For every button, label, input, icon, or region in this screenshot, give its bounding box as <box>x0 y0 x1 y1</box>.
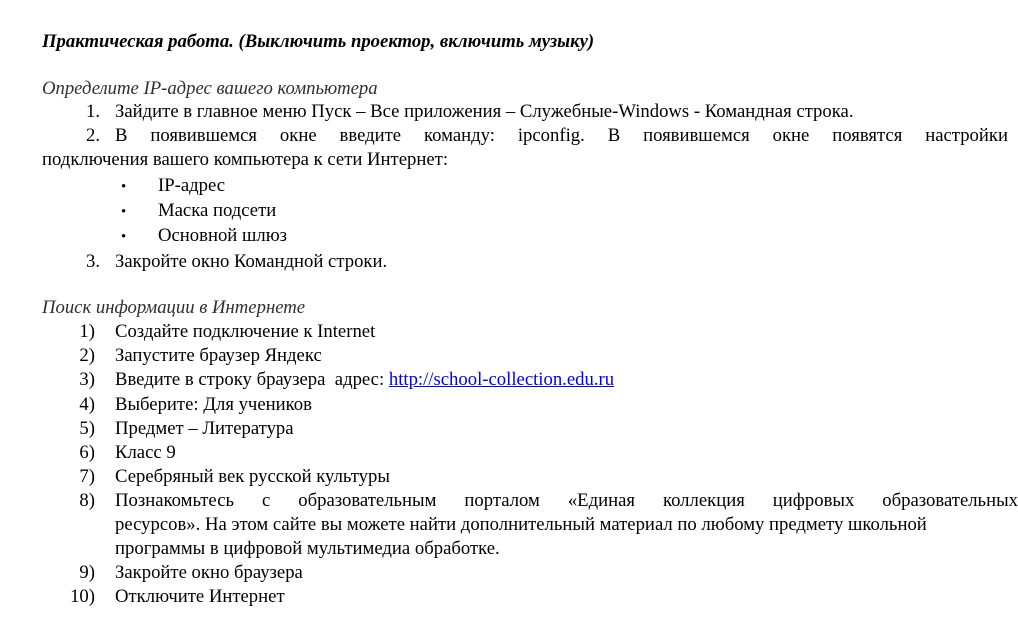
word: порталом <box>464 490 540 511</box>
list-number: 10) <box>70 586 95 607</box>
list-item: Серебряный век русской культуры <box>115 466 390 487</box>
list-number: 3) <box>79 369 95 390</box>
list-item: Закройте окно браузера <box>115 562 303 583</box>
bullet-icon: • <box>121 229 127 245</box>
list-number: 8) <box>79 490 95 511</box>
list-item: Создайте подключение к Internet <box>115 321 376 342</box>
list-item-continuation: ресурсов». На этом сайте вы можете найти дополнительный материал по любому предмету школьной <box>115 514 927 535</box>
step-number: 3. <box>85 251 100 272</box>
bullet-item: Маска подсети <box>158 200 277 221</box>
word: «Единая <box>567 490 635 511</box>
bullet-item: IP-адрес <box>158 175 226 196</box>
step-text-line-justified <box>115 127 1008 146</box>
list-number: 7) <box>79 466 95 487</box>
word: коллекция <box>662 490 745 511</box>
list-number: 6) <box>79 442 95 463</box>
step-text: Зайдите в главное меню Пуск – Все приложения – Служебные-Windows - Командная строка. <box>115 101 854 122</box>
word: с <box>261 490 271 511</box>
school-collection-link[interactable]: http://school-collection.edu.ru <box>388 369 615 390</box>
word: команду: <box>424 125 495 146</box>
step-text: Закройте окно Командной строки. <box>115 251 388 272</box>
word: введите <box>339 125 402 146</box>
step-number: 1. <box>85 101 100 122</box>
list-item: Предмет – Литература <box>115 418 294 439</box>
list-item-continuation: программы в цифровой мультимедиа обработке. <box>115 538 500 559</box>
word: цифровых <box>772 490 855 511</box>
list-number: 1) <box>79 321 95 342</box>
list-item: Запустите браузер Яндекс <box>115 345 322 366</box>
step-number: 2. <box>85 125 100 146</box>
word: В <box>115 125 128 146</box>
list-item-line-justified <box>115 492 1018 511</box>
word: Познакомьтесь <box>115 490 235 511</box>
word: образовательных <box>882 490 1018 511</box>
word: образовательным <box>298 490 437 511</box>
list-number: 9) <box>79 562 95 583</box>
list-number: 5) <box>79 418 95 439</box>
bullet-item: Основной шлюз <box>158 225 288 246</box>
word: появятся <box>832 125 903 146</box>
step-text-continuation: подключения вашего компьютера к сети Интернет: <box>42 149 449 170</box>
word: окне <box>772 125 810 146</box>
list-number: 2) <box>79 345 95 366</box>
document-title: Практическая работа. (Выключить проектор, включить музыку) <box>42 31 595 52</box>
list-item <box>115 371 614 390</box>
word: окне <box>279 125 317 146</box>
word: появившемся <box>150 125 258 146</box>
bullet-icon: • <box>121 179 127 195</box>
list-item: Класс 9 <box>115 442 176 463</box>
list-item-text: Введите в строку браузера адрес: <box>115 369 389 390</box>
bullet-icon: • <box>121 204 127 220</box>
section-heading-ip: Определите IP-адрес вашего компьютера <box>42 78 378 99</box>
section-heading-search: Поиск информации в Интернете <box>42 297 306 318</box>
list-number: 4) <box>79 394 95 415</box>
list-item: Отключите Интернет <box>115 586 285 607</box>
word: ipconfig. <box>517 125 585 146</box>
word: В <box>607 125 621 146</box>
word: настройки <box>925 125 1008 146</box>
word: появившемся <box>643 125 750 146</box>
list-item: Выберите: Для учеников <box>115 394 312 415</box>
